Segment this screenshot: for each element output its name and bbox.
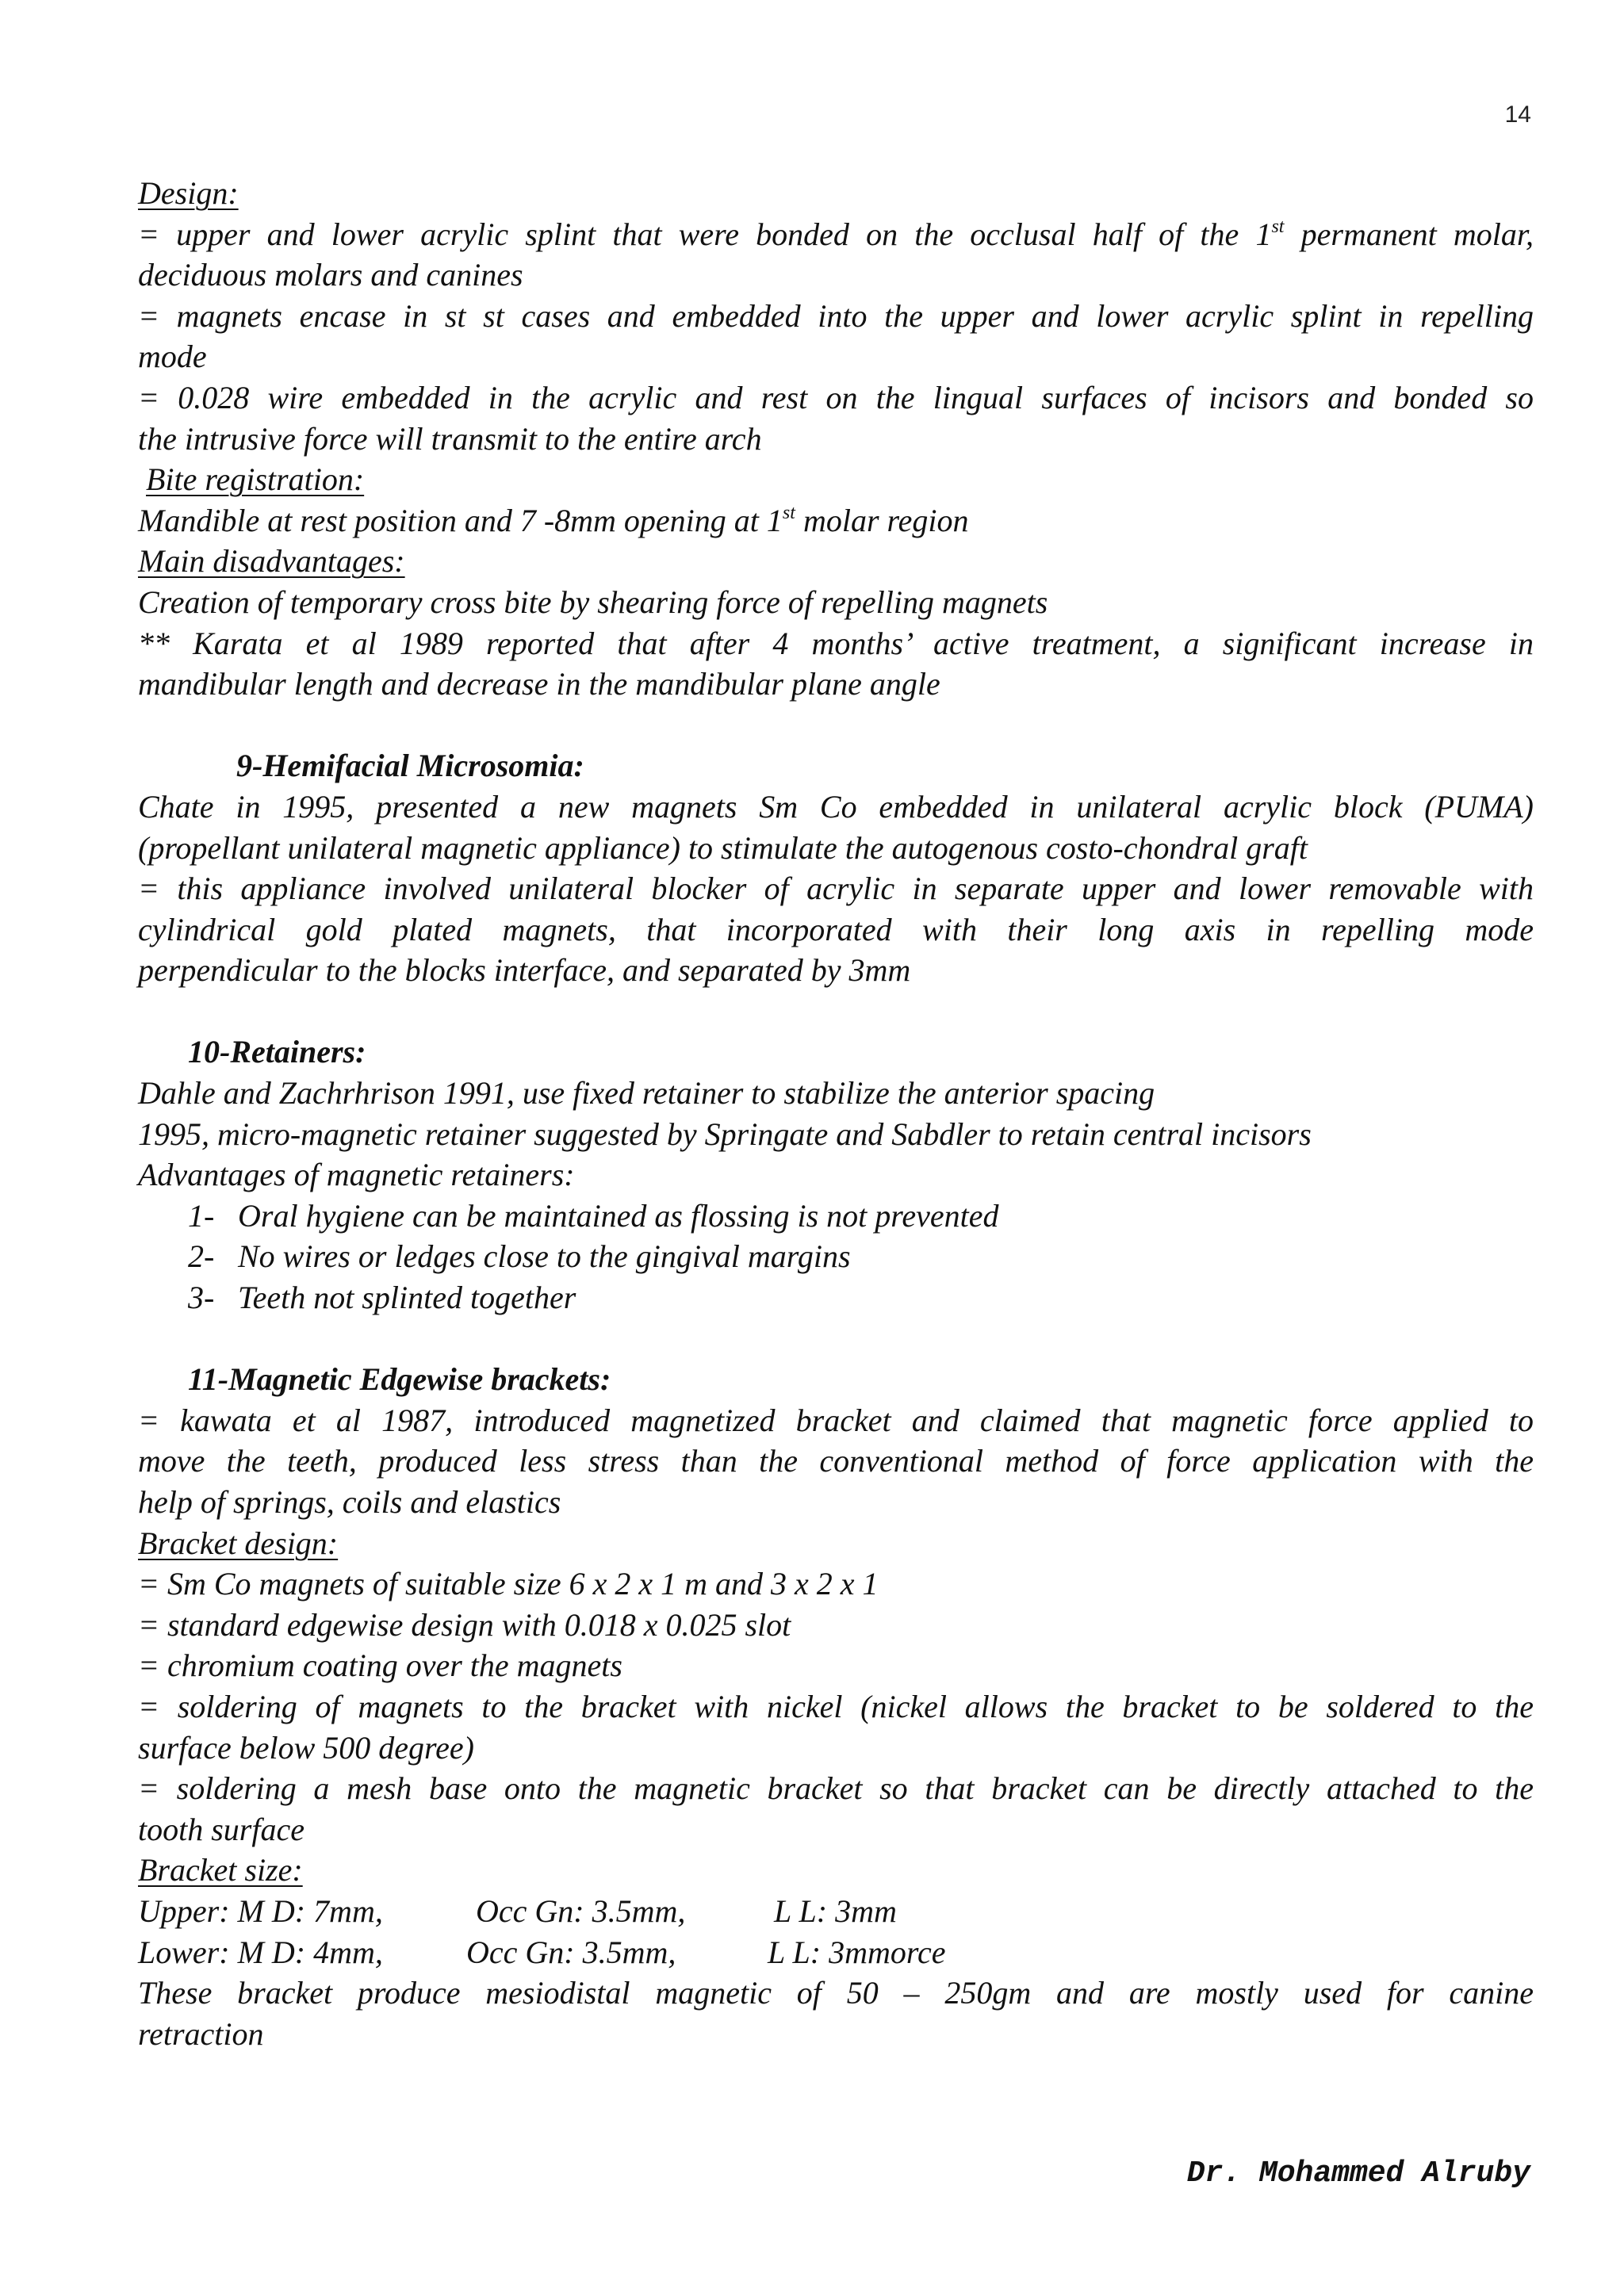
retainers-line-2: 1995, micro-magnetic retainer suggested by Springate and Sabdler to retain central incisors [138,1115,1312,1152]
bracket-size-heading: Bracket size: [138,1852,303,1888]
brackets-final-line-2: retraction [138,2015,264,2052]
design-line-6: the intrusive force will transmit to the entire arch [138,420,762,457]
bracket-design-line-3: = chromium coating over the magnets [138,1647,622,1684]
bracket-design-line-5: surface below 500 degree) [138,1729,474,1766]
disadvantages-heading-row [138,541,1534,582]
bracket-size-heading-row [138,1850,1534,1891]
hemifacial-heading: 9-Hemifacial Microsomia: [236,748,584,784]
hemifacial-line-4: cylindrical gold plated magnets, that incorporated with their long axis in repelling mode [138,911,1534,947]
bracket-design-line-2: = standard edgewise design with 0.018 x 0.025 slot [138,1606,791,1643]
bracket-design-heading: Bracket design: [138,1525,339,1561]
design-line-1: = upper and lower acrylic splint that were bonded on the occlusal half of the 1st permanent molar, [138,216,1534,252]
hemifacial-line-3: = this appliance involved unilateral blocker of acrylic in separate upper and lower removable with [138,871,1534,907]
disadvantages-line-1: Creation of temporary cross bite by shearing force of repelling magnets [138,584,1048,620]
retainers-heading: 10-Retainers: [188,1034,366,1070]
document-body [138,173,1534,2054]
bracket-design-line-1: = Sm Co magnets of suitable size 6 x 2 x 1 m and 3 x 2 x 1 [138,1566,879,1602]
hemifacial-line-2: (propellant unilateral magnetic appliance) to stimulate the autogenous costo-chondral graft [138,829,1308,866]
brackets-line-1: = kawata et al 1987, introduced magnetized bracket and claimed that magnetic force applied to [138,1402,1534,1438]
brackets-line-3: help of springs, coils and elastics [138,1484,561,1520]
hemifacial-line-1: Chate in 1995, presented a new magnets Sm Co embedded in unilateral acrylic block (PUMA) [138,788,1534,825]
hemifacial-line-5: perpendicular to the blocks interface, and separated by 3mm [138,952,911,989]
design-line-5: = 0.028 wire embedded in the acrylic and rest on the lingual surfaces of incisors and bonded so [138,379,1534,415]
retainers-line-3: Advantages of magnetic retainers: [138,1157,575,1193]
disadvantages-heading: Main disadvantages: [138,543,405,580]
bracket-design-line-7: tooth surface [138,1811,304,1847]
design-heading: Design: [138,175,239,211]
bracket-design-line-6: = soldering a mesh base onto the magnetic bracket so that bracket can be directly attached to the [138,1770,1534,1807]
list-item: 3- Teeth not splinted together [188,1280,576,1316]
bracket-size-lower: Lower: M D: 4mm, Occ Gn: 3.5mm, L L: 3mmorce [138,1934,946,1970]
bite-heading: Bite registration: [146,461,365,498]
brackets-final-line-1: These bracket produce mesiodistal magnetic of 50 – 250gm and are mostly used for canine [138,1975,1534,2011]
design-line-2: deciduous molars and canines [138,257,523,293]
design-line-3: = magnets encase in st st cases and embedded into the upper and lower acrylic splint in repelling [138,297,1534,334]
brackets-heading: 11-Magnetic Edgewise brackets: [188,1361,611,1398]
bite-line: Mandible at rest position and 7 -8mm opening at 1st molar region [138,502,969,538]
brackets-line-2: move the teeth, produced less stress than the conventional method of force application with the [138,1443,1534,1479]
list-item: 1- Oral hygiene can be maintained as flossing is not prevented [188,1197,999,1234]
list-item: 2- No wires or ledges close to the gingival margins [188,1238,851,1275]
page-number: 14 [1504,101,1531,128]
footer-author: Dr. Mohammed Alruby [1186,2156,1530,2191]
bite-heading-row [138,459,1534,500]
disadvantages-line-3: mandibular length and decrease in the mandibular plane angle [138,666,940,702]
bracket-design-heading-row [138,1523,1534,1564]
disadvantages-line-2: ** Karata et al 1989 reported that after 4 months’ active treatment, a significant increase in [138,625,1534,661]
design-line-4: mode [138,339,207,375]
bracket-design-line-4: = soldering of magnets to the bracket with nickel (nickel allows the bracket to be soldered to the [138,1688,1534,1724]
retainers-line-1: Dahle and Zachrhrison 1991, use fixed retainer to stabilize the anterior spacing [138,1075,1155,1112]
bracket-size-upper: Upper: M D: 7mm, Occ Gn: 3.5mm, L L: 3mm [138,1892,897,1929]
